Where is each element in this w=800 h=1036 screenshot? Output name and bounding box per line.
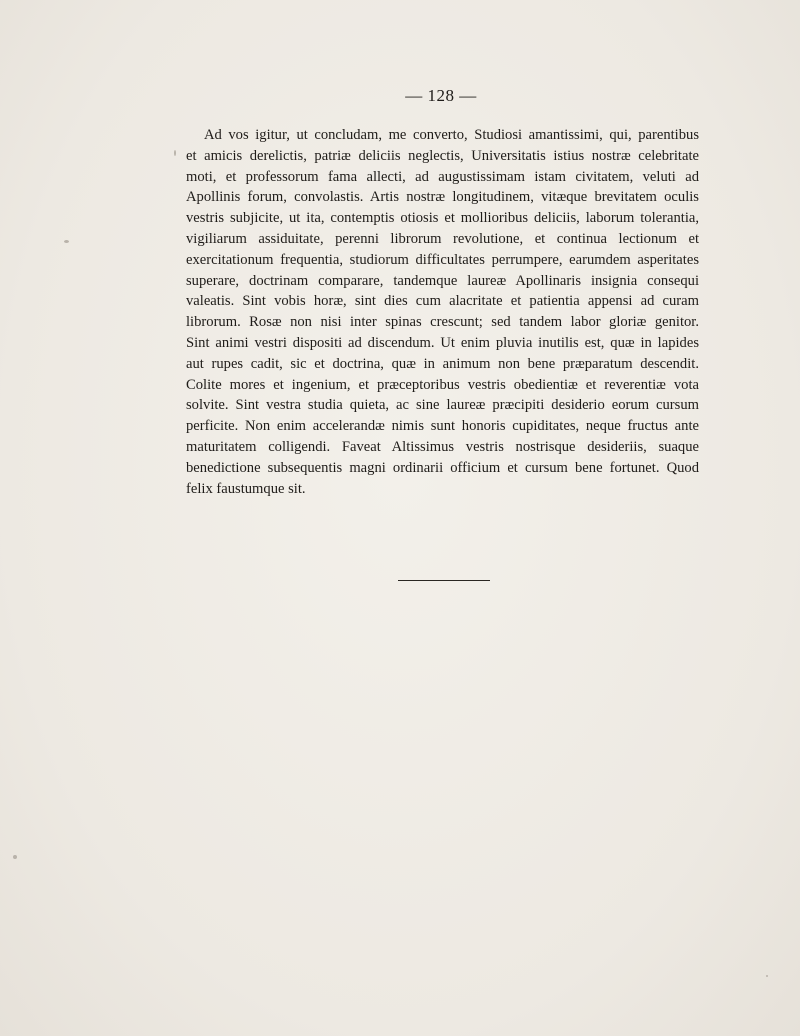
text-line: vigiliarum assiduitate, perenni librorum revolutione, et continua lectionum et xyxy=(186,230,699,247)
paper-speck xyxy=(13,855,17,859)
text-line: maturitatem colligendi. Faveat Altissimus vestris nostrisque desideriis, suaque xyxy=(186,438,699,455)
text-line: solvite. Sint vestra studia quieta, ac sine laureæ præcipiti desiderio eorum cursum xyxy=(186,397,699,414)
text-line: felix faustumque sit. xyxy=(186,480,306,497)
text-line: benedictione subsequentis magni ordinarii officium et cursum bene fortunet. Quod xyxy=(186,459,699,476)
text-line: vestris subjicite, ut ita, contemptis otiosis et mollioribus deliciis, laborum tolerantia, xyxy=(186,210,699,227)
text-line: aut rupes cadit, sic et doctrina, quæ in animum non bene præparatum descendit. xyxy=(186,355,699,372)
closing-rule xyxy=(398,580,490,581)
paper-speck xyxy=(174,150,176,156)
paper-speck xyxy=(64,240,69,243)
text-line: et amicis derelictis, patriæ deliciis neglectis, Universitatis istius nostræ celebritate xyxy=(186,147,699,164)
text-line: perficite. Non enim accelerandæ nimis sunt honoris cupiditates, neque fructus ante xyxy=(186,418,699,435)
text-line: Ad vos igitur, ut concludam, me converto, Studiosi amantissimi, qui, parentibus xyxy=(204,127,699,143)
body-paragraph xyxy=(186,125,699,499)
text-line: superare, doctrinam comparare, tandemque laureæ Apollinaris insignia consequi xyxy=(186,272,699,289)
text-line: Sint animi vestri dispositi ad discendum. Ut enim pluvia inutilis est, quæ in lapides xyxy=(186,334,699,351)
text-line: Apollinis forum, convolastis. Artis nostræ longitudinem, vitæque brevitatem oculis xyxy=(186,189,699,206)
paper-speck xyxy=(766,975,768,977)
text-line: valeatis. Sint vobis horæ, sint dies cum alacritate et patientia appensi ad curam xyxy=(186,293,699,310)
text-line: librorum. Rosæ non nisi inter spinas crescunt; sed tandem labor gloriæ genitor. xyxy=(186,314,699,331)
page-number: — 128 — xyxy=(405,86,477,105)
text-line: Colite mores et ingenium, et præceptoribus vestris obedientiæ et reverentiæ vota xyxy=(186,376,699,393)
text-line: exercitationum frequentia, studiorum difficultates perrumpere, earumdem asperitates xyxy=(186,251,699,268)
text-line: moti, et professorum fama allecti, ad augustissimam istam civitatem, veluti ad xyxy=(186,168,699,185)
